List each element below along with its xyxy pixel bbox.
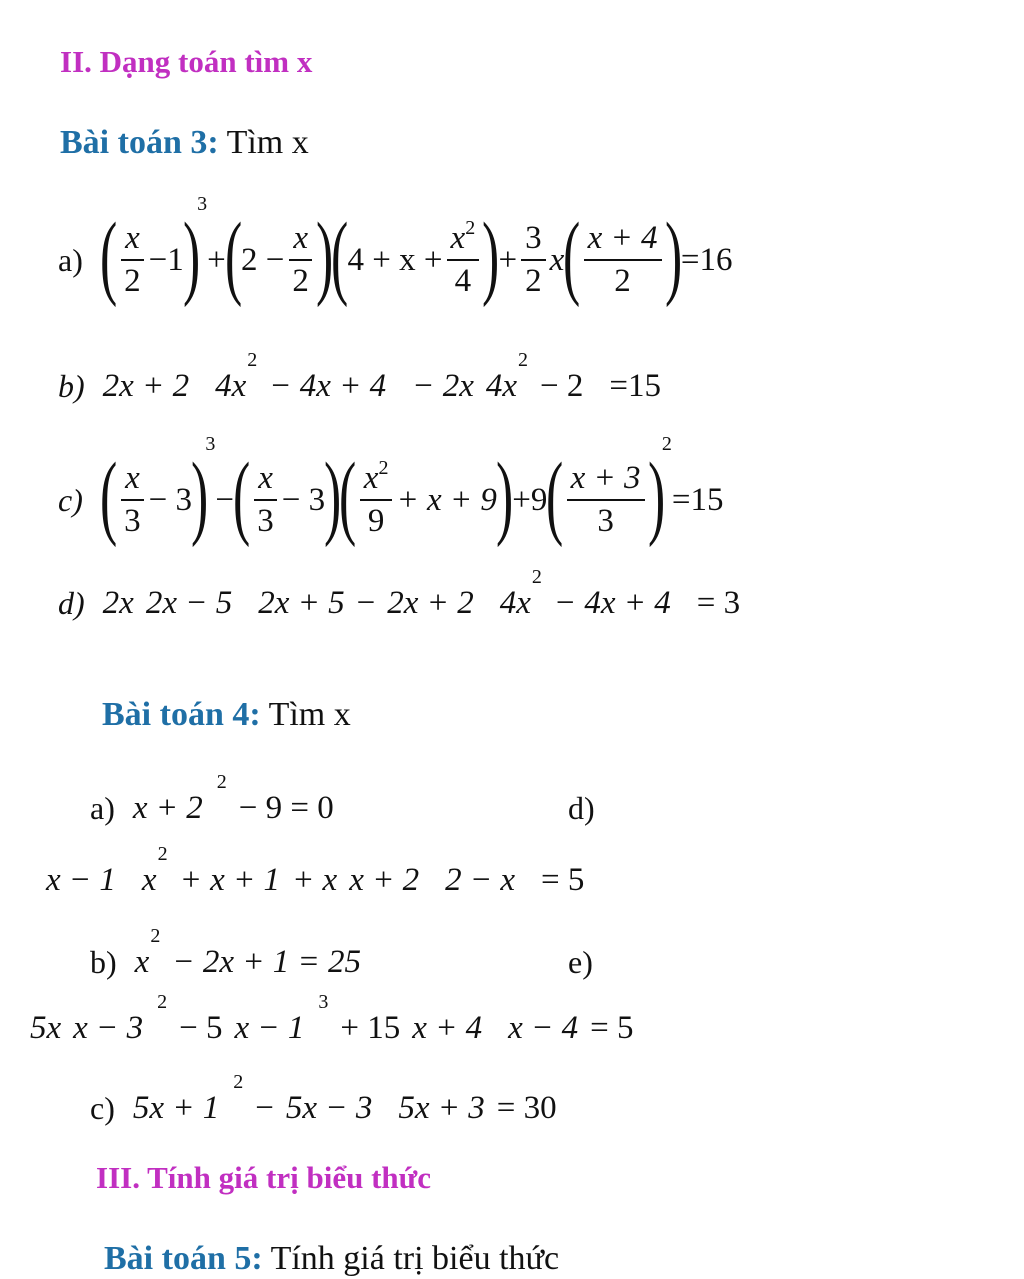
exponent: 2 (233, 1071, 244, 1093)
denominator: 2 (614, 263, 631, 299)
term: 5x − 3 (285, 1090, 373, 1126)
operator: − (215, 481, 234, 518)
term: − 5 (179, 1010, 223, 1046)
term: 2 − x (445, 862, 516, 898)
term: x + 2 (349, 862, 420, 898)
numerator (447, 217, 480, 261)
exponent: 2 (378, 457, 389, 479)
operator: − (356, 585, 376, 621)
problem-5-heading (104, 1240, 559, 1278)
paren-open: ( (233, 444, 251, 548)
operator: + (498, 241, 518, 278)
equation-4d (46, 843, 585, 899)
section-heading-2: II. Dạng toán tìm x (60, 44, 313, 79)
numerator: x (121, 222, 144, 261)
denominator: 2 (124, 263, 141, 299)
paren-open: ( (99, 444, 118, 548)
item-label: d) (58, 585, 85, 621)
term: 2 − (241, 241, 285, 278)
fraction (288, 222, 313, 298)
exponent: 2 (157, 843, 168, 865)
exponent: 2 (661, 432, 672, 455)
fraction (567, 462, 645, 538)
numerator: x (121, 462, 144, 501)
variable: x (450, 220, 466, 256)
term: 2x (102, 585, 134, 621)
rhs: = 30 (496, 1090, 557, 1126)
exponent: 3 (197, 192, 208, 215)
problem-3-heading (60, 124, 309, 162)
term: 4x (485, 368, 517, 404)
term: + x + 9 (396, 481, 497, 518)
numerator: x + 4 (584, 222, 662, 261)
exponent: 2 (247, 349, 258, 371)
fraction (521, 222, 546, 298)
exponent: 2 (157, 991, 168, 1013)
denominator: 3 (124, 503, 141, 539)
denominator: 3 (257, 503, 274, 539)
variable: x (549, 241, 565, 278)
problem-4-text: Tìm x (268, 696, 351, 733)
term: − 4x + 4 (269, 368, 387, 404)
denominator: 3 (597, 503, 614, 539)
equation-4d-label (568, 790, 613, 827)
variable: x (363, 460, 379, 496)
equation-4b (90, 925, 362, 981)
equation-3c (58, 432, 724, 555)
exponent: 2 (150, 925, 161, 947)
equation-4c (90, 1071, 557, 1127)
term: − 9 = 0 (238, 790, 334, 826)
equation-3a (58, 192, 733, 315)
item-label: e) (568, 944, 593, 980)
equation-4e-label (568, 944, 611, 981)
problem-4-label: Bài toán 4: (102, 696, 261, 733)
term: − 2x + 1 = 25 (172, 944, 362, 980)
term: +9 (512, 481, 548, 518)
operator: − (255, 1090, 274, 1126)
term: − 3 (148, 481, 193, 518)
numerator (360, 457, 393, 501)
denominator: 2 (292, 263, 309, 299)
exponent: 3 (205, 432, 216, 455)
term: 5x + 1 (132, 1090, 220, 1126)
term: 4x (499, 585, 531, 621)
equation-4e (30, 991, 634, 1047)
term: x − 4 (508, 1010, 579, 1046)
equation-3d (58, 566, 741, 622)
term: x − 3 (73, 1010, 144, 1046)
exponent: 2 (518, 349, 528, 371)
problem-5-label: Bài toán 5: (104, 1240, 263, 1277)
fraction (584, 222, 662, 298)
term: − 3 (281, 481, 326, 518)
item-label: b) (58, 368, 85, 404)
term: − 2x (412, 368, 474, 404)
numerator: 3 (521, 222, 546, 261)
paren-close: ) (647, 444, 665, 548)
denominator: 9 (367, 503, 385, 539)
term: 2x + 2 (102, 368, 190, 404)
section-heading-3: III. Tính giá trị biểu thức (96, 1160, 431, 1195)
item-label: a) (90, 790, 115, 826)
denominator: 2 (525, 263, 542, 299)
numerator: x + 3 (567, 462, 645, 501)
item-label: b) (90, 944, 117, 980)
term: + 15 (340, 1010, 401, 1046)
problem-3-label: Bài toán 3: (60, 124, 219, 161)
exponent: 2 (465, 217, 476, 239)
rhs: = 5 (541, 862, 585, 898)
exponent: 3 (318, 991, 329, 1013)
rhs: =15 (609, 368, 661, 404)
fraction (120, 222, 145, 298)
numerator: x (254, 462, 277, 501)
problem-5-text: Tính giá trị biểu thức (270, 1240, 560, 1277)
rhs: =15 (671, 481, 724, 518)
item-label: c) (90, 1090, 115, 1126)
paren-open: ( (99, 204, 118, 308)
paren-open: ( (546, 444, 564, 548)
term: 5x (30, 1010, 62, 1046)
paren-close: ) (324, 444, 342, 548)
paren-open: ( (331, 204, 349, 308)
term: + x (292, 862, 338, 898)
term: 2x + 2 (387, 585, 474, 621)
operator: + (207, 241, 226, 278)
item-label: d) (568, 790, 595, 826)
item-label: a) (58, 241, 83, 278)
term: 4x (215, 368, 247, 404)
paren-open: ( (339, 444, 357, 548)
paren-close: ) (182, 204, 201, 308)
paren-close: ) (315, 204, 334, 308)
item-label: c) (58, 481, 83, 518)
term: x (141, 862, 157, 898)
rhs: =16 (680, 241, 733, 278)
paren-open: ( (563, 204, 581, 308)
numerator: x (289, 222, 312, 261)
rhs: = 5 (590, 1010, 634, 1046)
term: 5x + 3 (398, 1090, 485, 1126)
term: 2x + 5 (258, 585, 345, 621)
term: x − 1 (46, 862, 116, 898)
term: x (134, 944, 150, 980)
fraction (360, 457, 393, 539)
term: −1 (148, 241, 184, 278)
term: 4 + x + (347, 241, 443, 278)
rhs: = 3 (696, 585, 741, 621)
term: x + 2 (132, 790, 203, 826)
fraction (120, 462, 145, 538)
paren-close: ) (191, 444, 209, 548)
paren-open: ( (224, 204, 243, 308)
paren-close: ) (482, 204, 500, 308)
exponent: 2 (531, 566, 542, 588)
equation-4a (90, 771, 334, 827)
problem-3-text: Tìm x (226, 124, 309, 161)
paren-close: ) (664, 204, 682, 308)
problem-4-heading (102, 696, 351, 734)
denominator: 4 (454, 263, 472, 299)
term: + x + 1 (179, 862, 281, 898)
term: − 2 (540, 368, 584, 404)
fraction (447, 217, 480, 299)
term: − 4x + 4 (553, 585, 671, 621)
term: x + 4 (412, 1010, 483, 1046)
term: x − 1 (234, 1010, 305, 1046)
equation-3b (58, 349, 661, 405)
paren-close: ) (495, 444, 514, 548)
exponent: 2 (216, 771, 227, 793)
fraction (253, 462, 278, 538)
term: 2x − 5 (145, 585, 233, 621)
